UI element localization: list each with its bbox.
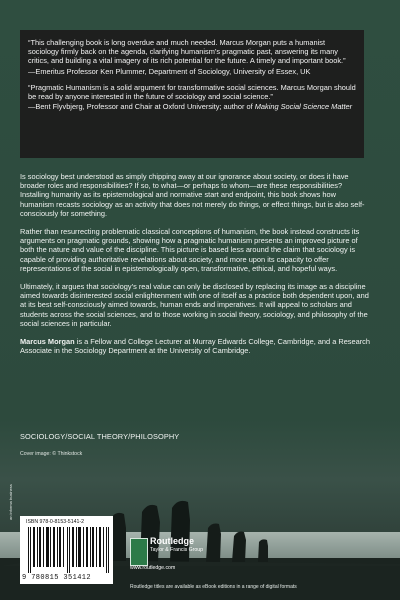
quote-2-book-title: Making Social Science Matter xyxy=(254,102,353,112)
blurb xyxy=(20,172,372,364)
publisher-name: Routledge xyxy=(150,536,194,546)
publisher-group: Taylor & Francis Group xyxy=(150,547,204,553)
blurb-paragraph-1: Is sociology best understood as simply chipping away at our ignorance about society, or does it have broader roles and responsibilities? If so, to what—or perhaps to whom—are these responsibilities? Installing humanity as its epistemological and normative start and endpoint, this book shows how humanism recasts sociology as an activity that does not merely do things, or effect things, but is also self-consciously for something. xyxy=(20,172,365,218)
routledge-logo-icon xyxy=(130,538,148,566)
barcode-digits: 9 780815 351412 xyxy=(22,574,92,582)
quote-1-text: “This challenging book is long overdue and much needed. Marcus Morgan puts a humanist sociology firmly back on the agenda, clarifying humanism’s pragmatic past, answering its many critics, and building a vital imagery of its rich potential for the future. A timely and important book.” xyxy=(28,38,346,66)
barcode xyxy=(20,516,113,584)
cover-image-credit: Cover image: © Thinkstock xyxy=(20,451,83,457)
author-bio xyxy=(20,337,372,355)
endorsement-box xyxy=(20,30,364,158)
isbn-label: ISBN 978-0-8153-5141-2 xyxy=(26,519,84,525)
author-name: Marcus Morgan xyxy=(20,337,75,347)
author-bio-text: is a Fellow and College Lecturer at Murray Edwards College, Cambridge, and a Research Associate in the Sociology Department at the University of Cambridge. xyxy=(20,337,370,356)
quote-2-attribution-prefix: —Bent Flyvbjerg, Professor and Chair at Oxford University; author of xyxy=(28,102,255,112)
subject-category: SOCIOLOGY/SOCIAL THEORY/PHILOSOPHY xyxy=(20,432,180,441)
quote-1-attribution: —Emeritus Professor Ken Plummer, Department of Sociology, University of Essex, UK xyxy=(28,66,311,76)
publisher-url: www.routledge.com xyxy=(130,565,176,571)
quote-2-text: “Pragmatic Humanism is a solid argument for transformative social sciences. Marcus Morgan should be read by anyone interested in the future of sociology and social science.” xyxy=(28,82,356,102)
blurb-paragraph-2: Rather than resurrecting problematic classical conceptions of humanism, the book instead constructs its arguments on pragmatic grounds, showing how a pragmatic humanism presents an improved picture of both the nature and value of the discipline. This picture is based less around the claim that sociology is capable of providing authoritative revelations about society, and more upon its capacity to offer representations of the social in epistemologically open, transformative, ethical, and hopeful ways. xyxy=(20,227,360,273)
publisher-side-text: an informa business xyxy=(8,484,13,520)
blurb-paragraph-3: Ultimately, it argues that sociology’s real value can only be disclosed by replacing its image as a discipline aimed towards disinterested social enlightenment with one of itself as a practice both dependent upon, and at its best self-consciously aimed towards, human ends and imperatives. It will appeal to scholars and students across the social sciences, and to those working in social theory, sociology, and philosophy of the social sciences in particular. xyxy=(20,282,369,328)
barcode-bars xyxy=(28,527,110,573)
ebook-note: Routledge titles are available as eBook editions in a range of digital formats xyxy=(130,584,297,590)
quote-2-attribution xyxy=(28,102,356,111)
